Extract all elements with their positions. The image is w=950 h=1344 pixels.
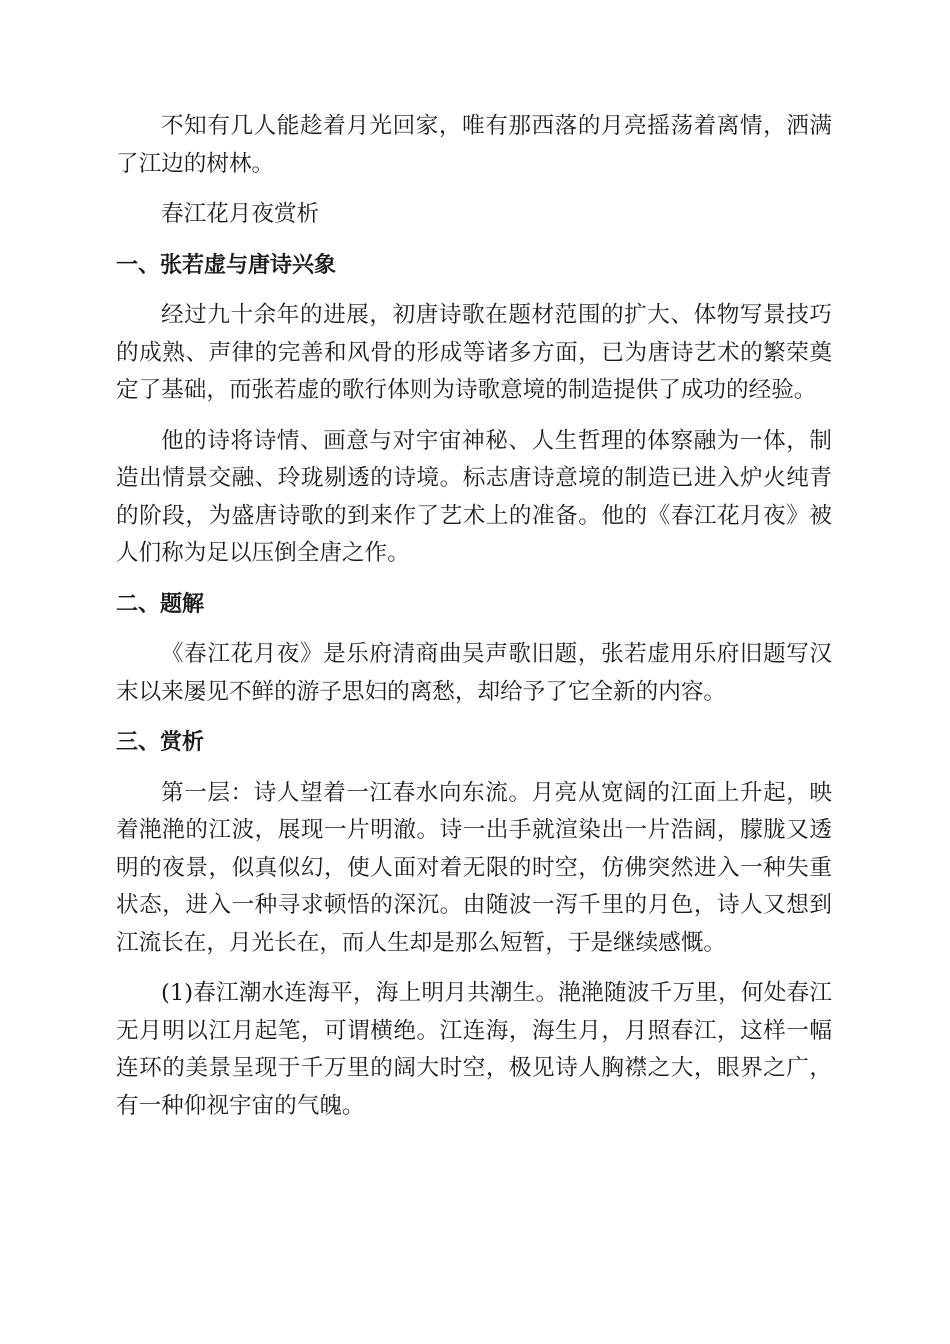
paragraph-title-explanation: 《春江花月夜》是乐府清商曲吴声歌旧题，张若虚用乐府旧题写汉末以来屡见不鲜的游子思妇的离愁，却给予了它全新的内容。	[116, 641, 832, 705]
paragraph-first-layer: 第一层：诗人望着一江春水向东流。月亮从宽阔的江面上升起，映着滟滟的江波，展现一片明澈。诗一出手就渲染出一片浩阔，朦胧又透明的夜景，似真似幻，使人面对着无限的时空，仿佛突然进入一种失重状态，进入一种寻求顿悟的深沉。由随波一泻千里的月色，诗人又想到江流长在，月光长在，而人生却是那么短暂，于是继续感慨。	[116, 779, 832, 956]
document-page	[116, 108, 832, 1138]
heading-section-two: 二、题解	[116, 591, 205, 617]
paragraph-poetic-realm: 他的诗将诗情、画意与对宇宙神秘、人生哲理的体察融为一体，制造出情景交融、玲珑剔透的诗境。标志唐诗意境的制造已进入炉火纯青的阶段，为盛唐诗歌的到来作了艺术上的准备。他的《春江花月夜》被人们称为足以压倒全唐之作。	[116, 427, 832, 566]
paragraph-article-title: 春江花月夜赏析	[161, 201, 320, 227]
heading-section-three: 三、赏析	[116, 730, 205, 755]
paragraph-moonlight-home: 不知有几人能趁着月光回家，唯有那西落的月亮摇荡着离情，洒满了江边的树林。	[116, 113, 832, 177]
heading-section-one: 一、张若虚与唐诗兴象	[116, 252, 337, 278]
paragraph-verse-analysis: (1)春江潮水连海平，海上明月共潮生。滟滟随波千万里，何处春江无月明以江月起笔，可谓横绝。江连海，海生月，月照春江，这样一幅连环的美景呈现于千万里的阔大时空，极见诗人胸襟之大，眼界之广，有一种仰视宇宙的气魄。	[116, 980, 832, 1119]
paragraph-early-tang-progress: 经过九十余年的进展，初唐诗歌在题材范围的扩大、体物写景技巧的成熟、声律的完善和风骨的形成等诸多方面，已为唐诗艺术的繁荣奠定了基础，而张若虚的歌行体则为诗歌意境的制造提供了成功的经验。	[116, 302, 832, 403]
